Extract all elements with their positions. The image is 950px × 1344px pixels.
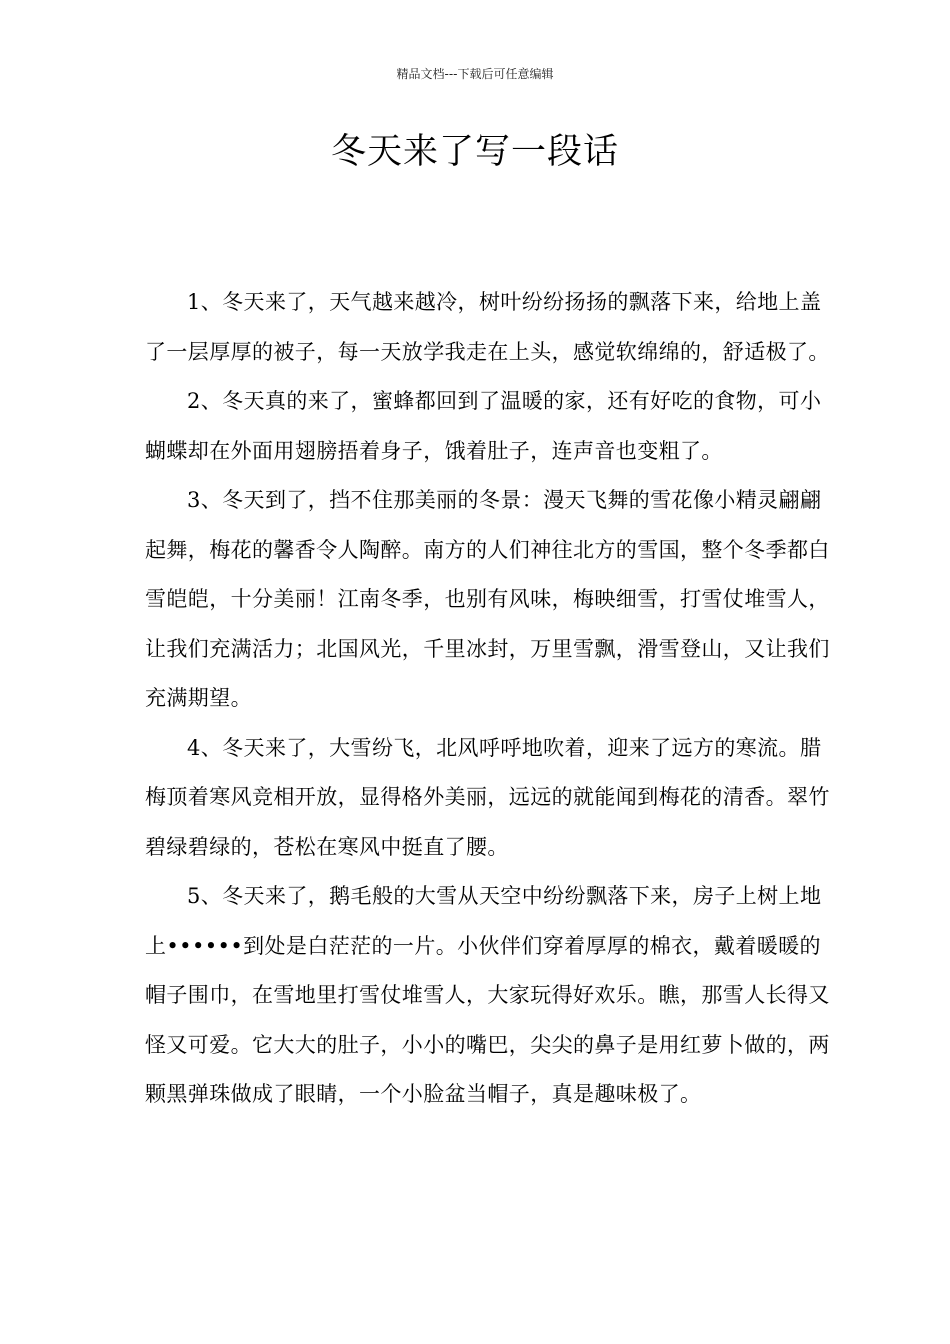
paragraph-1: 1、冬天来了，天气越来越冷，树叶纷纷扬扬的飘落下来，给地上盖了一层厚厚的被子，每一天放学我走在上头，感觉软绵绵的，舒适极了。 [145,290,830,364]
document-body [145,278,830,1120]
page-header: 精品文档---下载后可任意编辑 [396,67,554,81]
paragraph-5: 5、冬天来了，鹅毛般的大雪从天空中纷纷飘落下来，房子上树上地上••••••到处是白茫茫的一片。小伙伴们穿着厚厚的棉衣，戴着暖暖的帽子围巾，在雪地里打雪仗堆雪人，大家玩得好欢乐。瞧，那雪人长得又怪又可爱。它大大的肚子，小小的嘴巴，尖尖的鼻子是用红萝卜做的，两颗黑弹珠做成了眼睛，一个小脸盆当帽子，真是趣味极了。 [145,884,830,1106]
paragraph-3: 3、冬天到了，挡不住那美丽的冬景：漫天飞舞的雪花像小精灵翩翩起舞，梅花的馨香令人陶醉。南方的人们神往北方的雪国，整个冬季都白雪皑皑，十分美丽！江南冬季，也别有风味，梅映细雪，打雪仗堆雪人，让我们充满活力；北国风光，千里冰封，万里雪飘，滑雪登山，又让我们充满期望。 [145,488,830,710]
paragraph-2: 2、冬天真的来了，蜜蜂都回到了温暖的家，还有好吃的食物，可小蝴蝶却在外面用翅膀捂着身子，饿着肚子，连声音也变粗了。 [145,389,822,463]
paragraph-4: 4、冬天来了，大雪纷飞，北风呼呼地吹着，迎来了远方的寒流。腊梅顶着寒风竞相开放，显得格外美丽，远远的就能闻到梅花的清香。翠竹碧绿碧绿的，苍松在寒风中挺直了腰。 [145,735,830,859]
document-title: 冬天来了写一段话 [330,132,619,172]
